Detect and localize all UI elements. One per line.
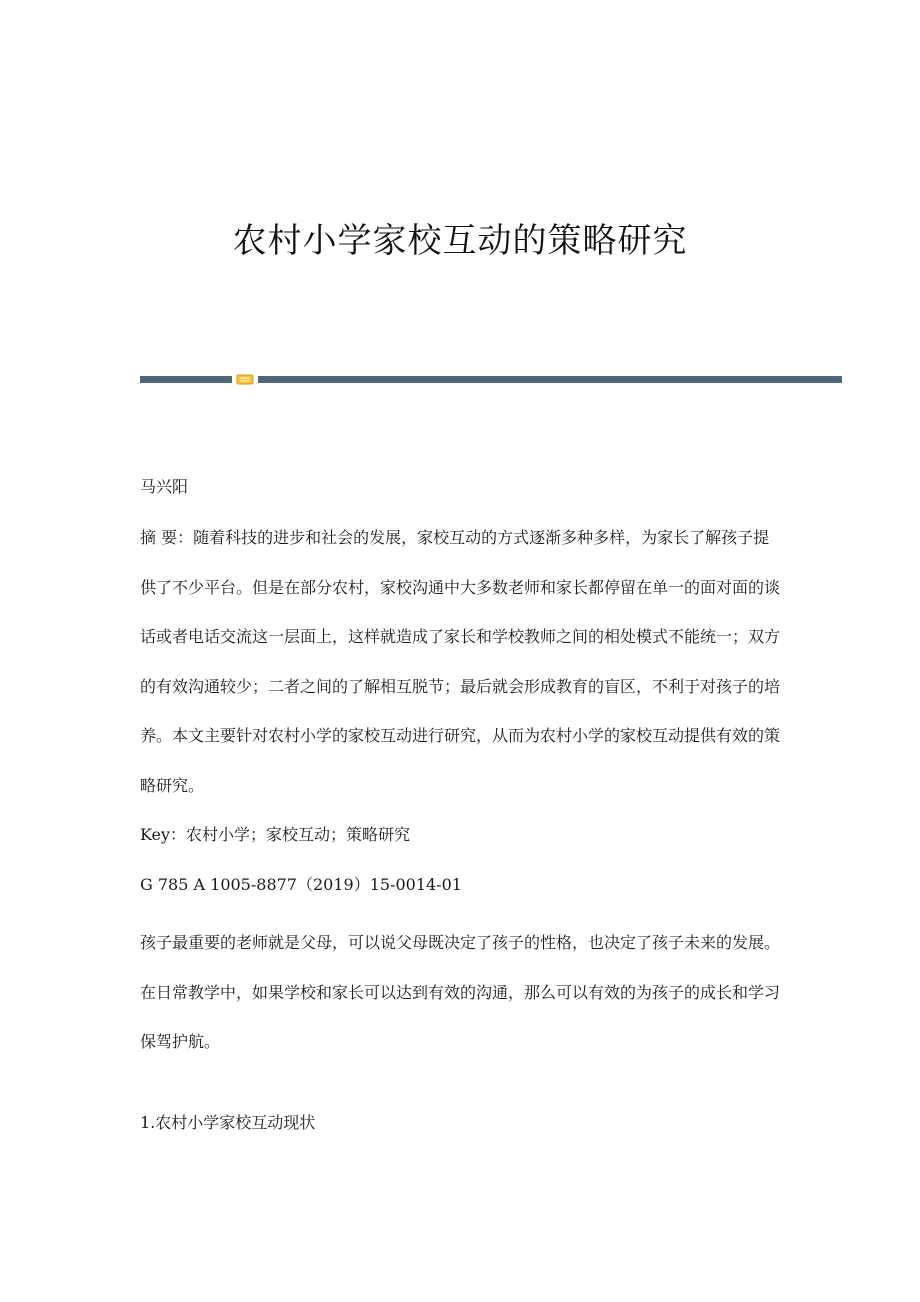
divider-bar-right <box>258 376 842 383</box>
divider-emblem-icon <box>236 374 254 385</box>
author-name: 马兴阳 <box>140 477 189 496</box>
section-heading: 1.农村小学家校互动现状 <box>140 1113 316 1132</box>
title-divider <box>140 374 842 386</box>
keywords-line: Key：农村小学；家校互动；策略研究 <box>140 825 411 844</box>
abstract-paragraph: 摘 要：随着科技的进步和社会的发展，家校互动的方式逐渐多种多样，为家长了解孩子提供了不少平台。但是在部分农村，家校沟通中大多数老师和家长都停留在单一的面对面的谈话或者电话交流这一层面上，这样就造成了家长和学校教师之间的相处模式不能统一；双方的有效沟通较少；二者之间的了解相互脱节；最后就会形成教育的盲区，不利于对孩子的培养。本文主要针对农村小学的家校互动进行研究，从而为农村小学的家校互动提供有效的策略研究。 <box>140 528 781 795</box>
divider-bar-left <box>140 376 232 383</box>
classification-number: G 785 A 1005-8877（2019）15-0014-01 <box>140 875 462 894</box>
body-paragraph: 孩子最重要的老师就是父母，可以说父母既决定了孩子的性格，也决定了孩子未来的发展。在日常教学中，如果学校和家长可以达到有效的沟通，那么可以有效的为孩子的成长和学习保驾护航。 <box>140 933 781 1051</box>
document-title: 农村小学家校互动的策略研究 <box>232 221 688 261</box>
